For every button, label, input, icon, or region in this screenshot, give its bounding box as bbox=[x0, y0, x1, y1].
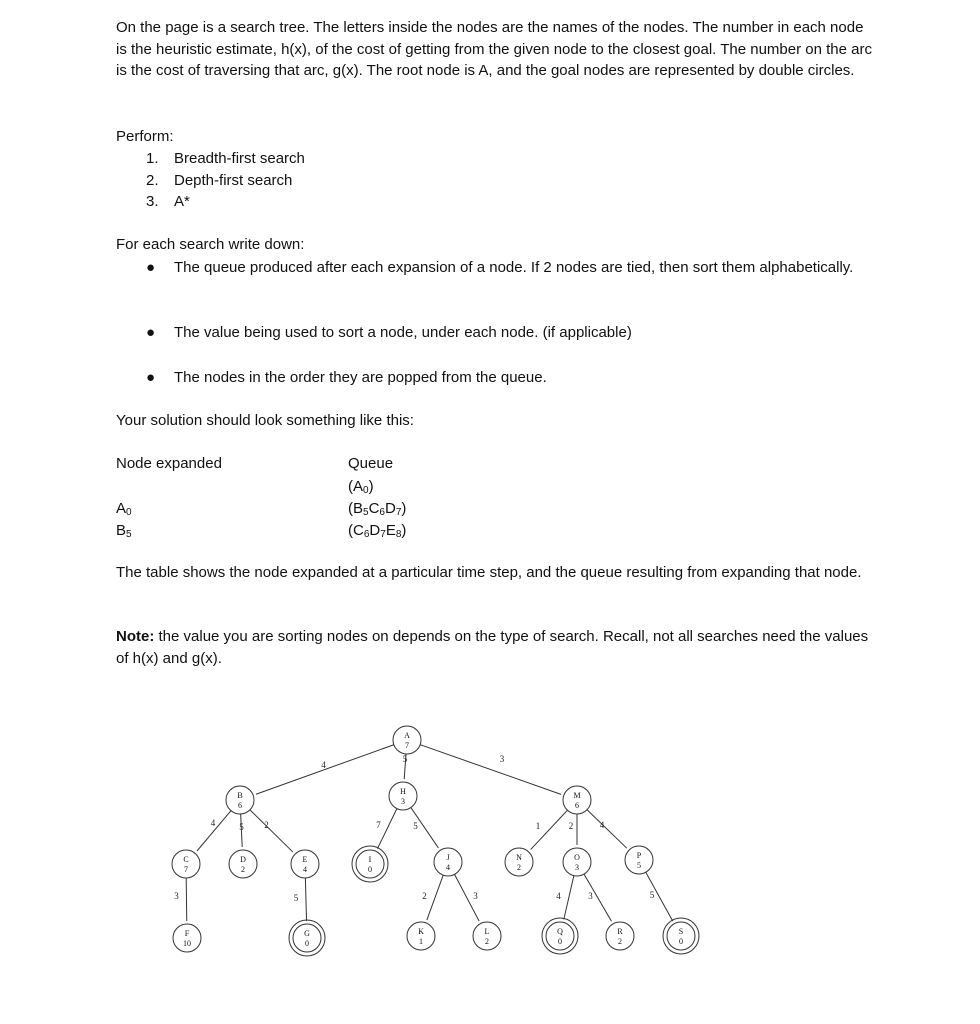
node-heuristic: 2 bbox=[618, 937, 622, 946]
perform-label: Perform: bbox=[116, 128, 174, 145]
edge-cost-label: 1 bbox=[535, 821, 541, 831]
node-name: R bbox=[617, 927, 623, 936]
col-header-queue: Queue bbox=[348, 455, 394, 472]
note-text: the value you are sorting nodes on depends on the type of search. Recall, not all searches need the values of h(x) and g(x). bbox=[116, 628, 869, 667]
node-heuristic: 7 bbox=[405, 741, 409, 750]
node-name: J bbox=[446, 853, 450, 862]
expanded-node bbox=[116, 520, 132, 542]
tree-edge-J-K bbox=[427, 875, 443, 920]
edge-cost-label: 4 bbox=[599, 820, 605, 830]
node-name: B bbox=[237, 791, 243, 800]
queue-entry: $A_0$ bbox=[116, 500, 132, 518]
intro-paragraph: On the page is a search tree. The letters inside the nodes are the names of the nodes. The number in each node is the heuristic estimate, h(x), of the cost of getting from the given node to the closest goal. The number on the arc is the cost of traversing that arc, g(x). The root node is A, and the goal nodes are represented by double circles. bbox=[116, 19, 872, 79]
node-heuristic: 3 bbox=[401, 797, 405, 806]
bullet-icon: ● bbox=[146, 324, 156, 341]
edge-cost-label: 7 bbox=[376, 820, 381, 830]
tree-edge-A-M bbox=[420, 745, 561, 795]
node-heuristic: 2 bbox=[517, 863, 521, 872]
perform-list bbox=[146, 148, 305, 213]
node-heuristic: 3 bbox=[575, 863, 579, 872]
node-heuristic: 0 bbox=[368, 865, 372, 874]
node-name: H bbox=[400, 787, 406, 796]
node-heuristic: 0 bbox=[679, 937, 683, 946]
perform-item: 2. Depth-first search bbox=[146, 171, 293, 189]
queue-entry: $D_7$ bbox=[369, 522, 386, 540]
node-name: N bbox=[516, 853, 522, 862]
edge-cost-label: 3 bbox=[174, 891, 179, 901]
node-heuristic: 2 bbox=[485, 937, 489, 946]
edge-cost-label: 5 bbox=[293, 893, 299, 903]
node-name: E bbox=[302, 855, 308, 864]
queue-state: $(C_6D_7E_8)$ bbox=[348, 522, 407, 540]
edge-cost-label: 4 bbox=[556, 891, 561, 901]
node-name: K bbox=[418, 927, 424, 936]
edge-cost-label: 5 bbox=[649, 890, 655, 900]
expanded-node bbox=[116, 498, 132, 520]
edge-cost-label: 5 bbox=[413, 821, 418, 831]
queue-entry: $D_7$ bbox=[384, 500, 402, 518]
bullet-icon: ● bbox=[146, 259, 156, 276]
initial-queue: $(A_0)$ bbox=[348, 478, 374, 496]
bullet-icon: ● bbox=[146, 369, 156, 386]
node-name: C bbox=[183, 855, 189, 864]
edge-cost-label: 4 bbox=[210, 818, 216, 828]
edge-cost-label: 3 bbox=[499, 754, 505, 764]
note-label: Note: bbox=[116, 628, 155, 645]
example-label: Your solution should look something like this: bbox=[116, 412, 414, 429]
queue-entry: $B_5$ bbox=[353, 500, 369, 518]
table-explanation: The table shows the node expanded at a particular time step, and the queue resulting from expanding that node. bbox=[116, 564, 862, 581]
queue-entry: $C_6$ bbox=[368, 500, 385, 518]
queue-entry: $A_0$ bbox=[353, 478, 369, 496]
node-heuristic: 6 bbox=[238, 801, 242, 810]
node-heuristic: 0 bbox=[305, 939, 309, 948]
document-page: On the page is a search tree. The letters inside the nodes are the names of the nodes. The number in each node is the heuristic estimate, h(x), of the cost of getting from the given node to the closest goal. The number on the arc is the cost of traversing that arc, g(x). The root node is A, and the goal nodes are represented by double circles. Perform: 1. Breadth-first search 2. Depth-first search 3. A* For each search write down: ● The queue produced after each expansion of a node. If 2 nodes are tied, then sort them alphabetically. ● The value being used to sort a node, under each node. (if applicable) ● The nodes in the order they are popped from the queue. Your solution should look something like this: Node expanded Queue $(A_0)$ $A_0$ $(B_5C_6D_7)$ $B_5$ $(C_6D_7E_8)$ The table shows the node expanded at a particular time step, and the queue resulting from expanding that node. Note: the value you are sorting nodes on depends on the type of search. Recall, not all searches need the values of h(x) and g(x). 4 5 3 4 5 2 7 5 1 2 4 3 5 2 3 4 3 5 A 7 B 6 H 3 M 6 C 7 D 2 E 4 I 0 J 4 N 2 O 3 P 5 F 10 G 0 K 1 L 2 Q 0 R 2 S 0 bbox=[0, 0, 980, 1024]
tree-edge-M-P bbox=[587, 810, 627, 848]
tree-edge-E-G bbox=[305, 878, 306, 921]
edge-cost-label: 2 bbox=[568, 821, 574, 831]
node-heuristic: 2 bbox=[241, 865, 245, 874]
queue-entry: $E_8$ bbox=[385, 522, 402, 540]
node-heuristic: 4 bbox=[446, 863, 450, 872]
perform-item: 3. A* bbox=[146, 193, 190, 210]
node-name: G bbox=[304, 929, 310, 938]
edge-cost-label: 5 bbox=[239, 822, 244, 832]
queue-entry: $B_5$ bbox=[116, 522, 132, 540]
queue-state: $(B_5C_6D_7)$ bbox=[348, 500, 407, 518]
node-heuristic: 6 bbox=[575, 801, 579, 810]
tree-edge-B-E bbox=[250, 810, 293, 852]
tree-edge-O-Q bbox=[564, 876, 574, 920]
node-heuristic: 4 bbox=[303, 865, 307, 874]
note-paragraph bbox=[116, 626, 876, 669]
edge-cost-label: 2 bbox=[264, 820, 269, 830]
node-name: M bbox=[573, 791, 581, 800]
node-name: P bbox=[636, 851, 642, 860]
perform-item: 1. Breadth-first search bbox=[146, 150, 305, 167]
edge-cost-label: 5 bbox=[402, 754, 408, 764]
node-name: S bbox=[678, 927, 684, 936]
col-header-node-expanded: Node expanded bbox=[116, 455, 222, 472]
node-heuristic: 1 bbox=[419, 937, 423, 946]
edge-cost-label: 3 bbox=[588, 891, 593, 901]
node-name: A bbox=[404, 731, 410, 740]
edge-cost-label: 3 bbox=[473, 891, 478, 901]
node-name: F bbox=[184, 929, 190, 938]
edge-cost-label: 4 bbox=[321, 760, 326, 770]
queue-entry: $C_6$ bbox=[353, 522, 370, 540]
tree-edge-B-C bbox=[197, 811, 231, 851]
edge-cost-label: 2 bbox=[422, 891, 427, 901]
node-heuristic: 7 bbox=[184, 865, 188, 874]
node-name: O bbox=[574, 853, 580, 862]
node-name: I bbox=[368, 855, 372, 864]
node-name: D bbox=[240, 855, 246, 864]
tree-edge-C-F bbox=[186, 878, 187, 921]
node-heuristic: 0 bbox=[558, 937, 562, 946]
for-each-label: For each search write down: bbox=[116, 236, 305, 253]
node-name: Q bbox=[557, 927, 563, 936]
node-heuristic: 10 bbox=[183, 939, 191, 948]
search-tree-diagram bbox=[110, 700, 720, 990]
node-name: L bbox=[484, 927, 490, 936]
node-heuristic: 5 bbox=[637, 861, 641, 870]
